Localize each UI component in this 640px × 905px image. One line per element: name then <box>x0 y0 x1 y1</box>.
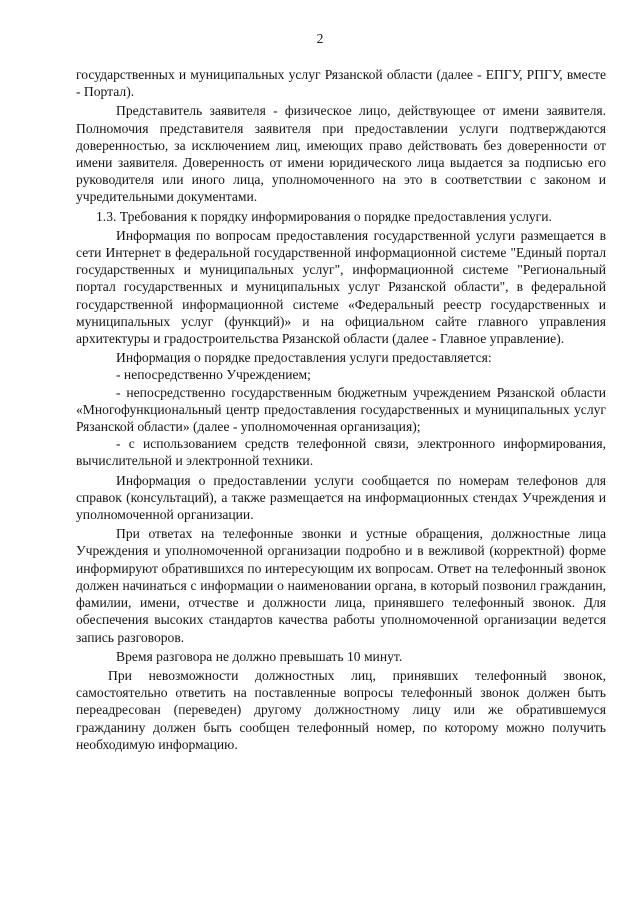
list-item-institution: - непосредственно Учреждением; <box>116 367 311 383</box>
paragraph-internet-info: Информация по вопросам предоставления государственной услуги размещается в сети Интернет в федеральной государственной информационной системе "Единый портал государственных и муниципальных услуг", информационной системе "Региональный портал государственных и муниципальных услуг Рязанской области", в федеральной государственной информационной системе «Федеральный реестр государственных и муниципальных услуг (функций)» и на официальном сайте главного управления архитектуры и градостроительства Рязанской области (далее - Главное управление). <box>76 227 606 347</box>
paragraph-portal-continuation: государственных и муниципальных услуг Рязанской области (далее - ЕПГУ, РПГУ, вместе - Портал). <box>76 67 606 100</box>
section-heading-1-3: 1.3. Требования к порядку информирования о порядке предоставления услуги. <box>96 208 552 224</box>
paragraph-info-provided: Информация о порядке предоставления услуги предоставляется: <box>116 350 492 366</box>
paragraph-redirect: При невозможности должностных лиц, принявших телефонный звонок, самостоятельно ответить на поставленные вопросы телефонный звонок должен быть переадресован (переведен) другому должностному лицу или же обратившемуся гражданину должен быть сообщен телефонный номер, по которому можно получить необходимую информацию. <box>76 667 606 752</box>
list-item-mfc: - непосредственно государственным бюджетным учреждением Рязанской области «Многофункциональный центр предоставления государственных и муниципальных услуг Рязанской области» (далее - уполномоченная организация); <box>76 384 606 435</box>
paragraph-phone-numbers: Информация о предоставлении услуги сообщается по номерам телефонов для справок (консультаций), а также размещается на информационных стендах Учреждения и уполномоченной организации. <box>76 472 606 523</box>
list-item-phone: - с использованием средств телефонной связи, электронного информирования, вычислительной и электронной техники. <box>76 436 606 469</box>
paragraph-call-duration: Время разговора не должно превышать 10 минут. <box>116 648 403 664</box>
document-body <box>76 66 606 753</box>
paragraph-phone-calls: При ответах на телефонные звонки и устные обращения, должностные лица Учреждения и уполномоченной организации подробно и в вежливой (корректной) форме информируют обратившихся по интересующим их вопросам. Ответ на телефонный звонок должен начинаться с информации о наименовании органа, в который позвонил гражданин, фамилии, имени, отчестве и должности лица, принявшего телефонный звонок. Для обеспечения высоких стандартов качества работы уполномоченной организации ведется запись разговоров. <box>76 526 606 645</box>
page-number: 2 <box>316 31 324 46</box>
paragraph-representative: Представитель заявителя - физическое лицо, действующее от имени заявителя. Полномочия представителя заявителя при предоставлении услуги подтверждаются доверенностью, за исключением лиц, имеющих право действовать без доверенности от имени заявителя. Доверенность от имени юридического лица выдается за подписью его руководителя или иного лица, уполномоченного на это в соответствии с законом и учредительными документами. <box>76 103 606 205</box>
